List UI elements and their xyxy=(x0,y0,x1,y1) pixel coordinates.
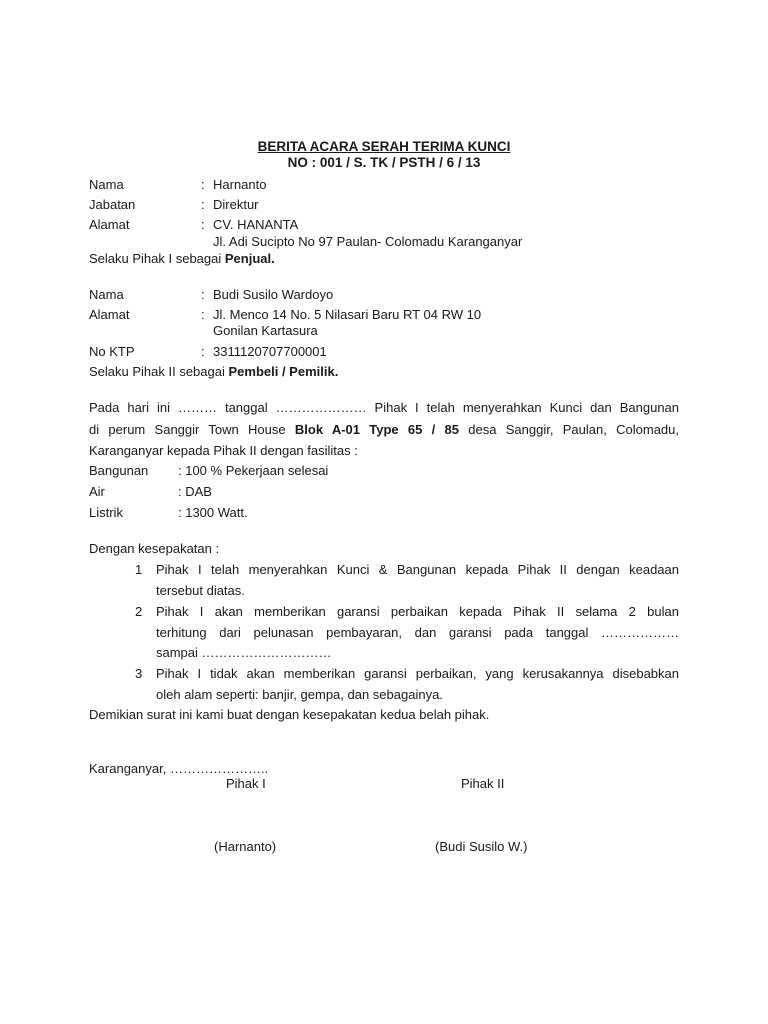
intro-line3: Karanganyar kepada Pihak II dengan fasilitas : xyxy=(89,443,358,458)
agreement-1-line2: tersebut diatas. xyxy=(156,583,245,598)
party2-address-line1: Jl. Menco 14 No. 5 Nilasari Baru RT 04 RW 10 xyxy=(213,307,482,322)
facility-electricity-value: : 1300 Watt. xyxy=(178,505,248,520)
signature-party1-title: Pihak I xyxy=(226,776,266,791)
document-number: NO : 001 / S. TK / PSTH / 6 / 13 xyxy=(287,155,481,170)
party2-address-line2: Gonilan Kartasura xyxy=(213,323,318,338)
intro-blank-date: ………………… xyxy=(275,400,367,415)
unit-block-type: Blok A-01 Type 65 / 85 xyxy=(294,422,459,437)
party2-ktp-value: 3311120707700001 xyxy=(213,344,327,359)
closing-statement: Demikian surat ini kami buat dengan kesepakatan kedua belah pihak. xyxy=(89,707,490,722)
signature-party2-title: Pihak II xyxy=(461,776,505,791)
party2-role-prefix: Selaku Pihak II sebagai xyxy=(89,364,229,379)
party1-position-label: Jabatan xyxy=(89,197,136,212)
place-date: Karanganyar, ………………….. xyxy=(89,761,269,776)
intro-word: Colomadu, xyxy=(616,422,679,437)
intro-word: Paulan, xyxy=(562,422,607,437)
party1-position-colon: : xyxy=(201,197,205,212)
party1-name-value: Harnanto xyxy=(213,177,267,192)
party1-address-line1: CV. HANANTA xyxy=(213,217,299,232)
agreement-2-line3: sampai ………………………… xyxy=(156,645,332,660)
intro-word: Bangunan xyxy=(619,400,680,415)
facility-building-value: : 100 % Pekerjaan selesai xyxy=(178,463,329,478)
party2-role xyxy=(89,364,338,379)
intro-word: di xyxy=(89,422,100,437)
intro-line2 xyxy=(89,422,679,437)
intro-line1 xyxy=(89,400,679,415)
party1-address-label: Alamat xyxy=(89,217,130,232)
intro-word: I xyxy=(415,400,419,415)
intro-word: telah xyxy=(426,400,455,415)
intro-word: Kunci xyxy=(549,400,583,415)
party1-role xyxy=(89,251,275,266)
intro-word: dan xyxy=(590,400,612,415)
party2-name-colon: : xyxy=(201,287,205,302)
party1-address-line2: Jl. Adi Sucipto No 97 Paulan- Colomadu Karanganyar xyxy=(213,234,523,249)
intro-word: House xyxy=(248,422,286,437)
party1-position-value: Direktur xyxy=(213,197,259,212)
party2-address-colon: : xyxy=(201,307,205,322)
intro-word: Town xyxy=(208,422,239,437)
agreement-3-line1: Pihak I tidak akan memberikan garansi perbaikan, yang kerusakannya disebabkan xyxy=(156,666,679,681)
agreement-1-line1: Pihak I telah menyerahkan Kunci & Bangunan kepada Pihak II dengan keadaan xyxy=(156,562,679,577)
intro-word: Sanggir, xyxy=(505,422,554,437)
facility-water-value: : DAB xyxy=(178,484,212,499)
signature-party2-name: (Budi Susilo W.) xyxy=(435,839,528,854)
agreement-3-number: 3 xyxy=(135,666,143,681)
party2-ktp-label: No KTP xyxy=(89,344,135,359)
party2-name-label: Nama xyxy=(89,287,124,302)
intro-word: perum xyxy=(108,422,146,437)
party2-ktp-colon: : xyxy=(201,344,205,359)
intro-word: Pihak xyxy=(374,400,408,415)
intro-word: Sanggir xyxy=(154,422,200,437)
facility-building-label: Bangunan xyxy=(89,463,149,478)
facility-electricity-label: Listrik xyxy=(89,505,123,520)
agreement-2-line2: terhitung dari pelunasan pembayaran, dan garansi pada tanggal ……………… xyxy=(156,625,679,640)
signature-party1-name: (Harnanto) xyxy=(214,839,277,854)
party1-role-prefix: Selaku Pihak I sebagai xyxy=(89,251,225,266)
party1-role-value: Penjual. xyxy=(224,251,275,266)
intro-word: desa xyxy=(468,422,497,437)
party1-address-colon: : xyxy=(201,217,205,232)
party1-name-colon: : xyxy=(201,177,205,192)
facility-water-label: Air xyxy=(89,484,105,499)
party2-role-value: Pembeli / Pemilik. xyxy=(228,364,339,379)
party2-address-label: Alamat xyxy=(89,307,130,322)
intro-word: Pada xyxy=(89,400,120,415)
intro-word: menyerahkan xyxy=(462,400,542,415)
agreement-1-number: 1 xyxy=(135,562,143,577)
document-title: BERITA ACARA SERAH TERIMA KUNCI xyxy=(257,139,511,154)
party1-name-label: Nama xyxy=(89,177,124,192)
intro-word: hari xyxy=(127,400,150,415)
agreement-2-number: 2 xyxy=(135,604,143,619)
intro-word: tanggal xyxy=(224,400,268,415)
agreement-heading: Dengan kesepakatan : xyxy=(89,541,220,556)
intro-blank-day: ……… xyxy=(177,400,217,415)
intro-word: ini xyxy=(157,400,171,415)
agreement-2-line1: Pihak I akan memberikan garansi perbaikan kepada Pihak II selama 2 bulan xyxy=(156,604,679,619)
agreement-3-line2: oleh alam seperti: banjir, gempa, dan sebagainya. xyxy=(156,687,443,702)
party2-name-value: Budi Susilo Wardoyo xyxy=(213,287,334,302)
